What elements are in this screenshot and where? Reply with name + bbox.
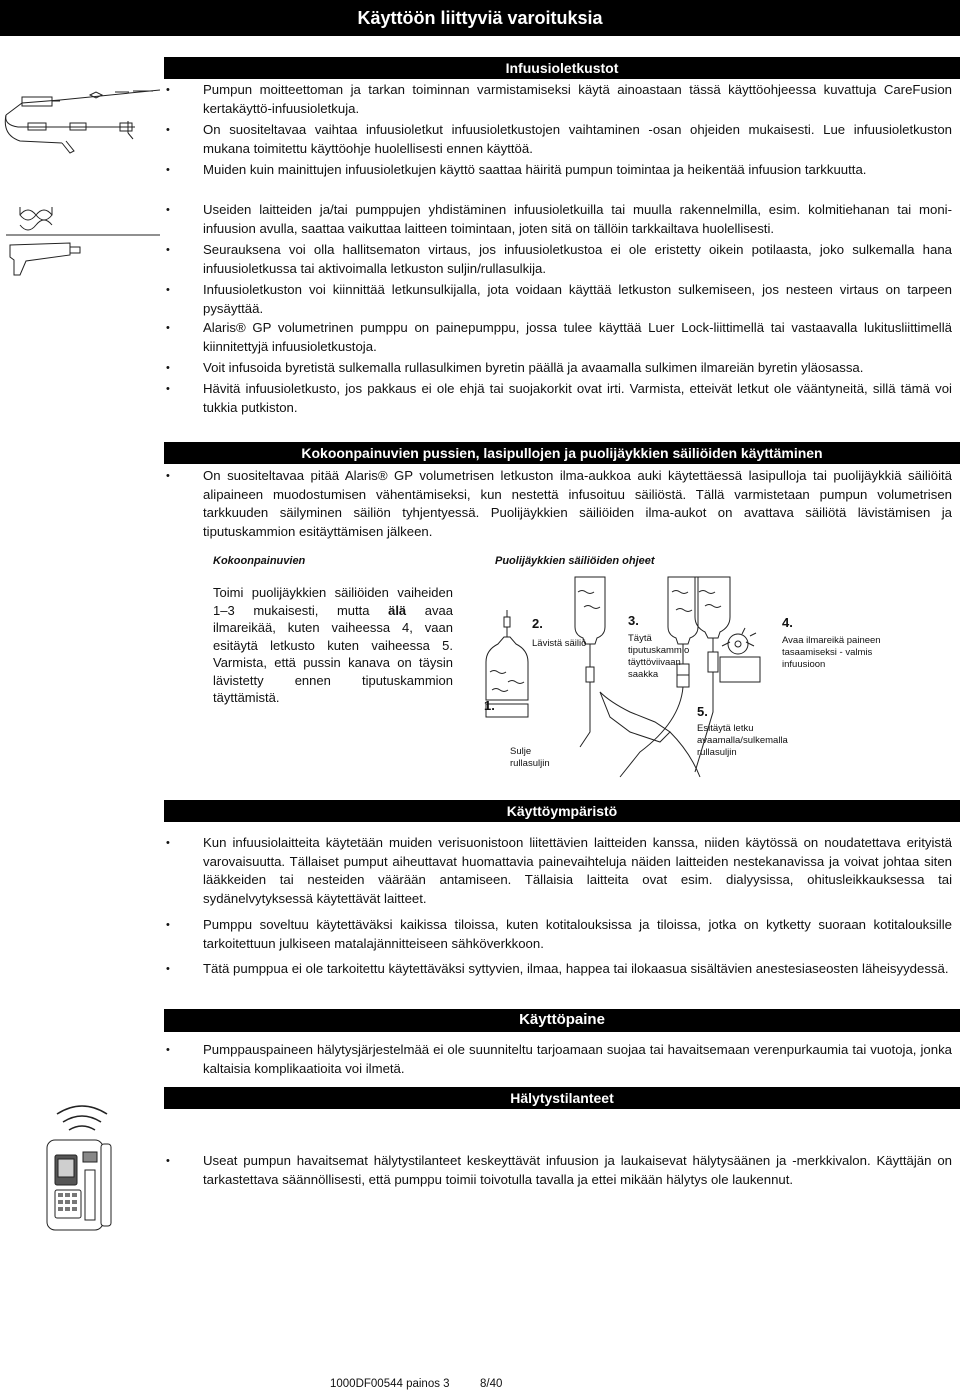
step-2-text: Lävistä säiliö [532,638,587,649]
list-item: • Seurauksena voi olla hallitsematon virtaus, jos infuusioletkustoa ei ole eristetty oikein potilaasta, joko sulkemalla hana infuusioletkussa tai aktivoimalla letkuston suljin/rullasulkija. [166,242,952,276]
step-3-text: Täytä tiputuskammio täyttöviivaan saakka [628,633,690,680]
step-1-text: Sulje rullasuljin [510,746,550,769]
step-4-number: 4. [782,615,793,630]
list-item: • Muiden kuin mainittujen infuusioletkujen käyttö saattaa häiritä pumpun toimintaa ja heikentää infuusion tarkkuutta. [166,162,867,177]
list-item: • Tätä pumppua ei ole tarkoitettu käytettäväksi syttyvien, ilmaa, happea tai ilokaasua sisältävien anestesiaseosten läheisyydessä. [166,961,949,976]
footer [330,1378,502,1390]
section-heading-halytystilanteet: Hälytystilanteet [164,1087,960,1109]
list-item: • On suositeltavaa vaihtaa infuusioletkut infuusioletkustojen vaihtaminen -osan ohjeiden mukaisesti. Lue infuusioletkuston mukana toimitettu käyttöohje huolellisesti ennen käyttöä. [166,122,952,156]
section-heading-kayttopaine: Käyttöpaine [164,1009,960,1032]
list-item: • Useat pumpun havaitsemat hälytystilanteet keskeyttävät infuusion ja laukaisevat hälytysäänen ja -merkkivalon. Käyttäjän on tarkastettava säännöllisesti, että pumppu toimii toivotulla tavalla ja ettei mikään hälytys ole laukennut. [166,1153,952,1187]
section-heading-kokoonpainuvien: Kokoonpainuvien pussien, lasipullojen ja puolijäykkien säiliöiden käyttäminen [164,442,960,464]
step-5-text: Esitäytä letku avaamalla/sulkemalla rullasuljin [697,723,788,758]
list-item: • Hävitä infuusioletkusto, jos pakkaus ei ole ehjä tai suojakorkit ovat irti. Varmista, etteivät letkut ole vääntyneitä, sillä tämä voi tukkia putkiston. [166,381,952,415]
list-item: • Useiden laitteiden ja/tai pumppujen yhdistäminen infuusioletkuilla tai muulla rakennelmilla, esim. kolmitiehanan tai moni-infuusion avulla, saattaa vaikuttaa laitteen toimintaan, joten sitä on tällöin tarkkailtava huolellisesti. [166,202,952,236]
pump-alarm-icon [35,1100,130,1235]
list-item: • Kun infuusiolaitteita käytetään muiden verisuonistoon liitettävien laitteiden kanssa, niiden käytössä on noudatettava erityistä varovaisuutta. Tällaiset pumput aiheuttavat huomattavia painevaihteluja näiden laitteiden nestekanavissa ja voivat johtaa siten lääkkeiden tai nesteiden väärään antamiseen. Tällaisia laitteita ovat esim. dialyysissa, ohitusleikkauksessa tai sydänelvytyksessä käytettävät laitteet. [166,835,952,906]
list-item: • Pumppauspaineen hälytysjärjestelmää ei ole suunniteltu tarjoamaan suojaa tai havaitsemaan verenpurkaumia tai vuotoja, jonka kaltaisia komplikaatioita voi ilmetä. [166,1042,952,1076]
step-1-number: 1. [484,698,495,713]
doc-code: 1000DF00544 painos 3 [330,1378,450,1390]
step-5-number: 5. [697,704,708,719]
list-item: • Pumppu soveltuu käytettäväksi kaikissa tiloissa, kuten kotitalouksissa ja tiloissa, jotka on kytketty suoraan kotitalouksille tarkoitettuun julkiseen matalajännitteiseen sähköverkkoon. [166,917,952,951]
box-left-title: Kokoonpainuvien [213,555,306,567]
box-left-text: Toimi puolijäykkien säiliöiden vaiheiden 1–3 mukaisesti, mutta älä avaa ilmareikää, kuten vaiheessa 4, vaan esitäytä letkusto kuten vaiheessa 5. Varmista, että pussin kanava on täysin lävistetty ennen tiputuskammion täyttämistä. [213,585,453,705]
page-title: Käyttöön liittyviä varoituksia [0,0,960,36]
step-2-number: 2. [532,616,543,631]
list-item: • Voit infusoida byretistä sulkemalla rullasulkimen byretin päällä ja avaamalla sulkimen ilmareiän byretin yläosassa. [166,360,864,375]
list-item: • Alaris® GP volumetrinen pumppu on painepumppu, jossa tulee käyttää Luer Lock-liittimellä tai vastaavalla lukitusliittimellä kiinnitettyjä infuusioletkustoja. [166,320,952,354]
step-3-number: 3. [628,613,639,628]
list-item: • Pumpun moitteettoman ja tarkan toiminnan varmistamiseksi käytä ainoastaan tässä käyttöohjeessa kuvattuja CareFusion kertakäyttö-infuusioletkuja. [166,82,952,116]
page-number: 8/40 [479,1378,503,1390]
list-item: • Infuusioletkuston voi kiinnittää letkunsulkijalla, jota voidaan käyttää letkuston sulkemiseen, jos nesteen virtaus on tarpeen pysäyttää. [166,282,952,316]
section-heading-infuusioletkustot: Infuusioletkustot [164,57,960,79]
box-right-title: Puolijäykkien säiliöiden ohjeet [495,555,655,567]
list-item: • On suositeltavaa pitää Alaris® GP volumetrisen letkuston ilma-aukkoa auki käytettäessä lasipulloja tai puolijäykkiä säiliöitä alipaineen muodostumisen vähentämiseksi, kun nestettä infusoituu säiliöstä. Tällä varmistetaan pumpun volumetrisen tarkkuuden säilyminen säiliön tyhjentyessä. Puolijäykkien säiliöiden ilma-aukot on avattava säiliötä lävistämisen ja tiputuskammion esitäyttämisen jälkeen. [166,468,952,539]
step-4-text: Avaa ilmareikä paineen tasaamiseksi - valmis infuusioon [782,635,881,670]
section-heading-kayttoymparisto: Käyttöympäristö [164,800,960,822]
infusion-set-illustration [0,85,165,290]
